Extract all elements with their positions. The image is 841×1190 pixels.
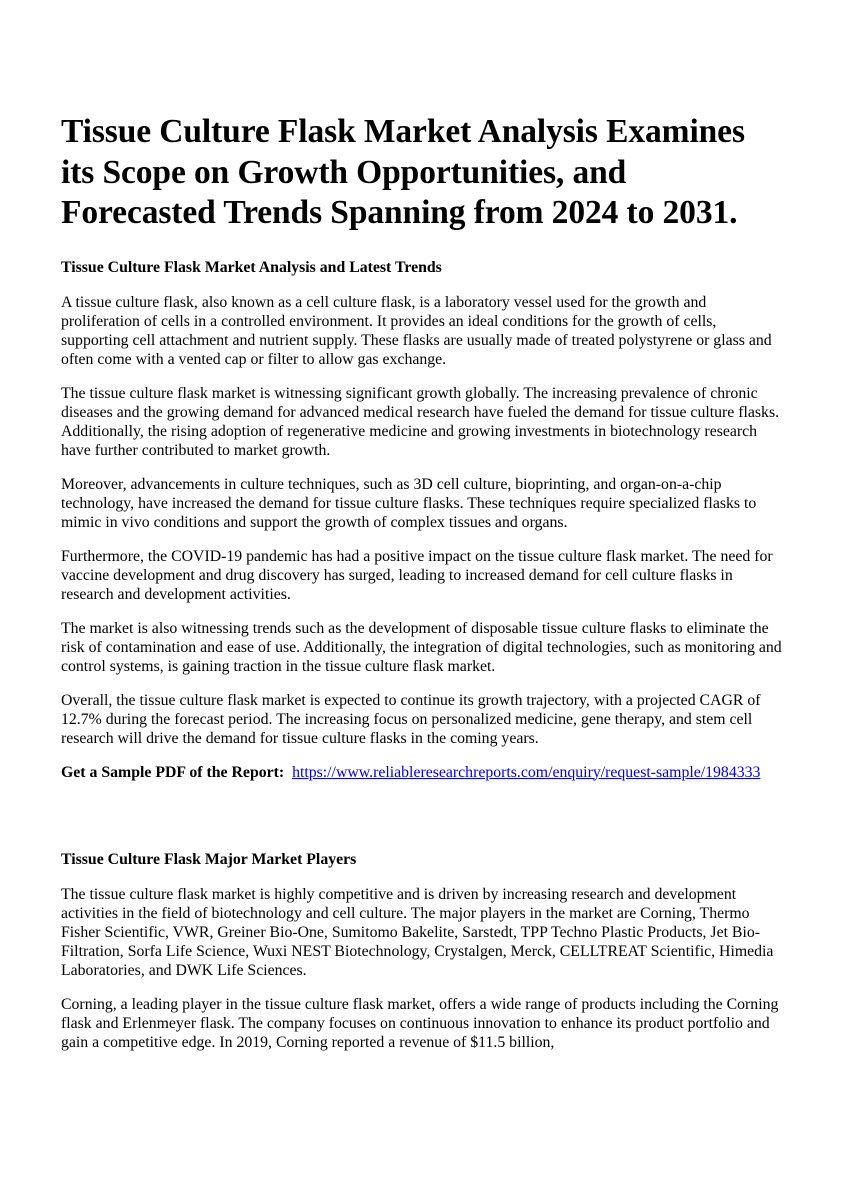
- paragraph-corning: Corning, a leading player in the tissue culture flask market, offers a wide range of products including the Corning flask and Erlenmeyer flask. The company focuses on continuous innovation to enhance its product portfolio and gain a competitive edge. In 2019, Corning reported a revenue of $11.5 billion,: [61, 995, 779, 1051]
- sample-label: Get a Sample PDF of the Report:: [61, 763, 285, 781]
- document-page: [61, 112, 786, 1052]
- paragraph-players: The tissue culture flask market is highly competitive and is driven by increasing research and development activities in the field of biotechnology and cell culture. The major players in the market are Corning, Thermo Fisher Scientific, VWR, Greiner Bio-One, Sumitomo Bakelite, Sarstedt, TPP Techno Plastic Products, Jet Bio-Filtration, Sorfa Life Science, Wuxi NEST Biotechnology, Crystalgen, Merck, CELLTREAT Scientific, Himedia Laboratories, and DWK Life Sciences.: [61, 885, 774, 979]
- paragraph-definition: A tissue culture flask, also known as a cell culture flask, is a laboratory vessel used for the growth and proliferation of cells in a controlled environment. It provides an ideal conditions for the growth of cells, supporting cell attachment and nutrient supply. These flasks are usually made of treated polystyrene or glass and often come with a vented cap or filter to allow gas exchange.: [61, 293, 772, 368]
- sample-pdf-link[interactable]: https://www.reliableresearchreports.com/enquiry/request-sample/1984333: [292, 763, 761, 781]
- paragraph-techniques: Moreover, advancements in culture techniques, such as 3D cell culture, bioprinting, and organ-on-a-chip technology, have increased the demand for tissue culture flasks. These techniques require specialized flasks to mimic in vivo conditions and support the growth of complex tissues and organs.: [61, 475, 757, 531]
- paragraph-trends: The market is also witnessing trends such as the development of disposable tissue culture flasks to eliminate the risk of contamination and ease of use. Additionally, the integration of digital technologies, such as monitoring and control systems, is gaining traction in the tissue culture flask market.: [61, 619, 782, 675]
- sample-request: [61, 763, 786, 782]
- section-heading-trends: Tissue Culture Flask Market Analysis and Latest Trends: [61, 258, 442, 276]
- paragraph-outlook: Overall, the tissue culture flask market is expected to continue its growth trajectory, with a projected CAGR of 12.7% during the forecast period. The increasing focus on personalized medicine, gene therapy, and stem cell research will drive the demand for tissue culture flasks in the coming years.: [61, 691, 761, 747]
- paragraph-growth: The tissue culture flask market is witnessing significant growth globally. The increasing prevalence of chronic diseases and the growing demand for advanced medical research have fueled the demand for tissue culture flasks. Additionally, the rising adoption of regenerative medicine and growing investments in biotechnology research have further contributed to market growth.: [61, 384, 780, 459]
- section-spacer: [61, 782, 786, 826]
- page-title: Tissue Culture Flask Market Analysis Examines its Scope on Growth Opportunities, and Forecasted Trends Spanning from 2024 to 2031.: [61, 113, 745, 231]
- section-heading-players: Tissue Culture Flask Major Market Players: [61, 850, 357, 868]
- paragraph-covid: Furthermore, the COVID-19 pandemic has had a positive impact on the tissue culture flask market. The need for vaccine development and drug discovery has surged, leading to increased demand for cell culture flasks in research and development activities.: [61, 547, 773, 603]
